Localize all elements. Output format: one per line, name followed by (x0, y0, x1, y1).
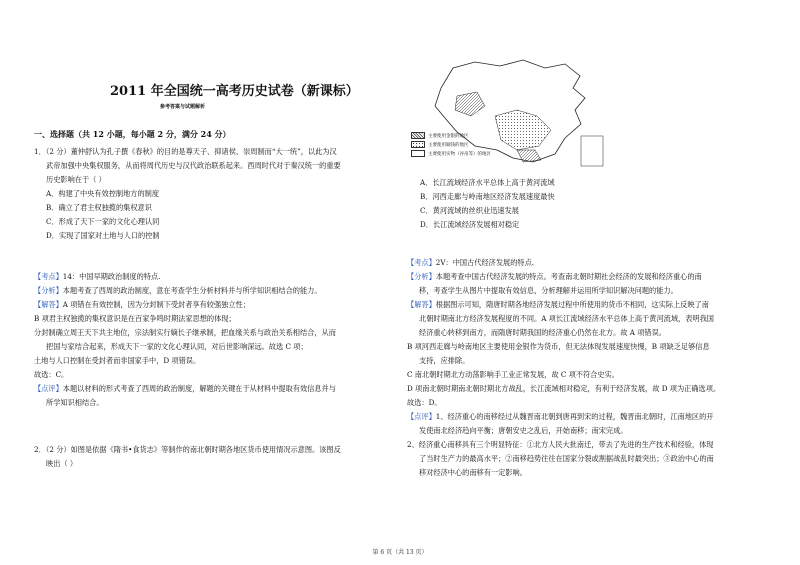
legend-copper: 主要使用铜钱的地区 (411, 141, 491, 150)
legend-gold: 主要使用金银的地区 (411, 132, 491, 141)
q2-options (420, 176, 555, 232)
kaodian-tag: 【考点】 (407, 258, 436, 267)
q1-option-b: B．确立了君主权独揽的集权意识 (46, 203, 152, 212)
q2-option-b: B．河西走廊与岭南地区经济发展速度最快 (420, 192, 555, 201)
a2-line: 故选：D。 (407, 398, 442, 407)
a2-kaodian: 【考点】2V：中国古代经济发展的特点. (407, 258, 535, 267)
a1-dianping-cont: 所学知识相结合。 (46, 398, 104, 407)
a1-jieda: 【解答】A 项错在有效控制，因为分封制下受封者享有较强独立性； (34, 300, 250, 309)
a2-line: C 南北朝时期北方动荡影响手工业正常发展，故 C 项不符合史实。 (407, 370, 619, 379)
question-2 (34, 443, 341, 471)
a1-line: 土地与人口控制在受封者而非国家手中，D 项错误。 (34, 356, 201, 365)
q1-option-a: A．构建了中央有效控制地方的制度 (46, 189, 160, 198)
dianping-tag: 【点评】 (34, 384, 63, 393)
a1-line: 把国与家结合起来，形成天下一家的文化心理认同，对后世影响深远。故选 C 项； (46, 342, 308, 351)
fenxi-tag: 【分析】 (34, 286, 63, 295)
section-heading: 一、选择题（共 12 小题，每小题 2 分，满分 24 分） (34, 129, 231, 139)
q1-line: 1．（2 分）董仲舒认为孔子撰《春秋》的目的是尊天子、抑诸侯、崇周制而“大一统”，以此为汉 (34, 147, 337, 156)
a1-dianping: 【点评】本题以材料的形式考查了西周的政治制度，解题的关键在于从材料中提取有效信息并与 (34, 384, 336, 393)
a2-jieda-cont: 北朝时期南北方经济发展程度的不同。A 项长江流域经济水平总体上高于黄河流域，表明我国 (419, 314, 714, 323)
a1-line: 分封制确立周王天下共主地位，宗法制实行嫡长子继承制，把血缘关系与政治关系相结合，从而 (34, 328, 336, 337)
q2-option-c: C．黄河流域的丝织业迅速发展 (420, 206, 519, 215)
q1-option-d: D．实现了国家对土地与人口的控制 (46, 231, 160, 240)
q2-option-a: A．长江流域经济水平总体上高于黄河流域 (420, 178, 555, 187)
map-legend (411, 132, 491, 159)
q2-option-d: D．长江流域经济发展相对稳定 (420, 220, 520, 229)
q1-line: 历史影响在于（ ） (46, 175, 106, 184)
a2-dianping: 【点评】1、经济重心的南移经过从魏晋南北朝到唐再到宋的过程，魏晋南北朝时，江南地区的开 (407, 412, 714, 421)
a2-jieda: 【解答】根据图示可知，隋唐时期各地经济发展过程中所使用的货币不相同，这实际上反映了南 (407, 300, 709, 309)
jieda-tag: 【解答】 (407, 300, 436, 309)
a2-jieda-cont: 经济重心转移到南方，而隋唐时期我国的经济重心仍然在北方。故 A 项错误。 (419, 328, 666, 337)
a2-point2-cont: 了当时生产力的最高水平；②南移趋势往往在国家分裂或割据战乱时最突出；③政治中心的南 (419, 454, 714, 463)
question-1 (34, 145, 341, 243)
answer-1 (34, 270, 336, 410)
jieda-tag: 【解答】 (34, 300, 63, 309)
a2-line: 支持，应排除。 (419, 356, 470, 365)
a2-dianping-cont: 发使南北经济趋向平衡；唐朝安史之乱后，开始南移；南宋完成。 (419, 426, 628, 435)
page-subtitle: 参考答案与试题解析 (160, 104, 206, 110)
q2-line: 映出（ ） (46, 459, 78, 468)
a1-fenxi: 【分析】本题考查了西周的政治制度，意在考查学生分析材料并与所学知识相结合的能力。 (34, 286, 322, 295)
q1-option-c: C．形成了天下一家的文化心理认同 (46, 217, 160, 226)
a2-line: D 项南北朝时期南北朝时期北方战乱，长江流域相对稳定，有利于经济发展，故 D 项为正确选项。 (407, 384, 721, 393)
page-footer: 第 6 页（共 13 页） (372, 549, 428, 556)
a2-fenxi: 【分析】本题考查中国古代经济发展的特点。考查南北朝时期社会经济的发展和经济重心的南 (407, 272, 702, 281)
kaodian-tag: 【考点】 (34, 272, 63, 281)
fenxi-tag: 【分析】 (407, 272, 436, 281)
page-title: 2011 年全国统一高考历史试卷（新课标） (110, 84, 359, 99)
answer-2 (407, 256, 720, 480)
q2-line: 2．（2 分）如图是依据《隋书•食货志》等制作的南北朝时期各地区货币使用情况示意图。该图反 (34, 445, 341, 454)
a1-kaodian: 【考点】14：中国早期政治制度的特点. (34, 272, 161, 281)
a2-point2-cont: 移对经济中心的南移有一定影响。 (419, 468, 527, 477)
a2-line: B 项河西走廊与岭南地区主要使用金银作为货币，但无法体现发展速度快慢，B 项缺乏足够信息 (407, 342, 710, 351)
q1-line: 武帝加强中央集权服务，从而将周代历史与汉代政治联系起来。西周时代对于秦汉统一的重要 (46, 161, 341, 170)
a2-fenxi-cont: 移，考查学生从图片中提取有效信息，分析理解并运用所学知识解决问题的能力。 (419, 286, 678, 295)
a2-point2: 2、经济重心南移具有三个明显特征：①北方人民大批南迁，带去了先进的生产技术和经验，体现 (407, 440, 714, 449)
a1-line: 故选：C。 (34, 370, 69, 379)
a1-line: B 项君主权独揽的集权意识是在百家争鸣时期法家思想的体现； (34, 314, 236, 323)
legend-goods: 主要使用实物（谷帛等）的地区 (411, 150, 491, 159)
dianping-tag: 【点评】 (407, 412, 436, 421)
south-sea-inset (581, 136, 603, 166)
